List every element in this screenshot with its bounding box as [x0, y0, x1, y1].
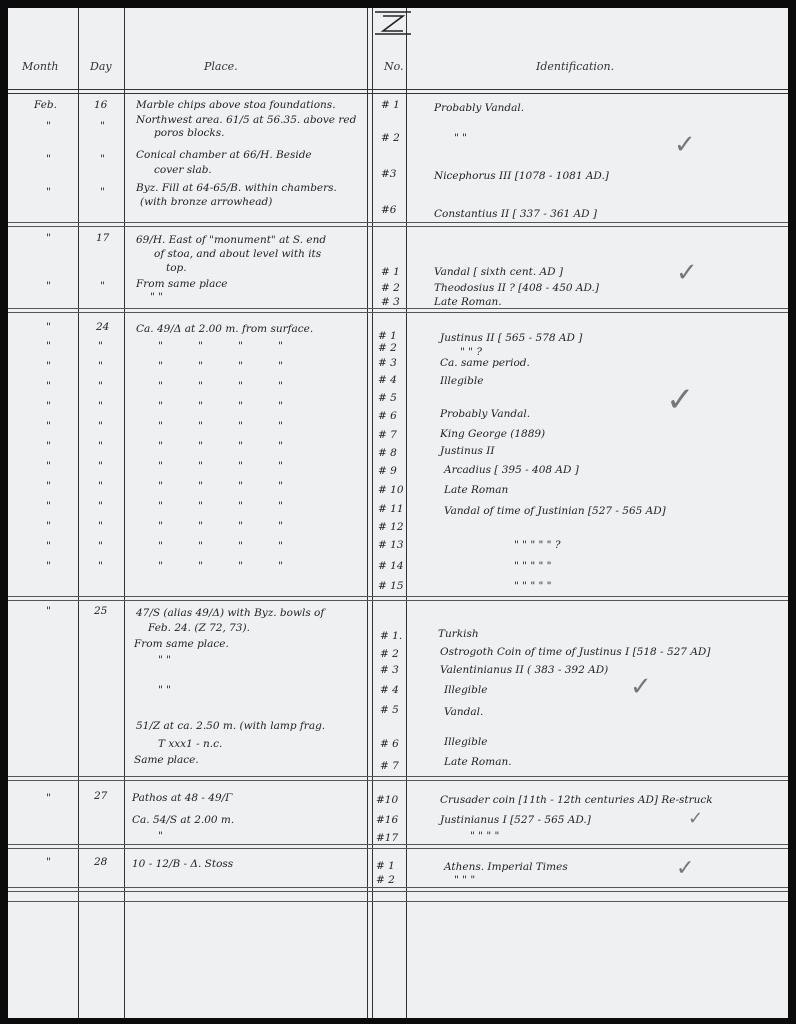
- ditto-mark: ": [98, 400, 103, 412]
- column-rule-place: [367, 8, 368, 1018]
- month-cell: ": [46, 605, 51, 617]
- item-number: # 2: [381, 132, 400, 144]
- item-number: #16: [376, 814, 399, 826]
- identification-text: Illegible: [440, 375, 484, 387]
- item-number: # 6: [378, 410, 397, 422]
- place-line: Pathos at 48 - 49/Γ: [132, 792, 233, 804]
- ditto-mark: ": [278, 400, 283, 412]
- ditto-mark: ": [46, 186, 51, 198]
- item-number: # 1.: [380, 630, 403, 642]
- ditto-mark: ": [158, 380, 163, 392]
- month-cell: ": [46, 321, 51, 333]
- day-cell: 24: [96, 321, 110, 333]
- ditto-mark: ": [98, 500, 103, 512]
- ditto-mark: ": [98, 440, 103, 452]
- item-number: # 3: [381, 296, 400, 308]
- check-mark-icon: ✓: [688, 808, 704, 829]
- check-mark-icon: ✓: [676, 258, 698, 288]
- identification-text: " " ": [454, 874, 476, 886]
- ditto-mark: ": [100, 120, 105, 132]
- item-number: # 1: [381, 99, 400, 111]
- row-rule: [8, 901, 788, 902]
- ledger-sheet: [8, 8, 788, 1018]
- identification-text: Nicephorus III [1078 - 1081 AD.]: [434, 170, 609, 182]
- identification-text: Vandal.: [444, 706, 484, 718]
- ditto-mark: ": [278, 420, 283, 432]
- ditto-mark: ": [46, 460, 51, 472]
- identification-text: Justinus II: [440, 445, 495, 457]
- place-line: T xxx1 - n.c.: [158, 738, 223, 750]
- identification-text: Athens. Imperial Times: [444, 861, 568, 873]
- identification-text: Vandal of time of Justinian [527 - 565 AD]: [444, 505, 666, 517]
- ditto-mark: ": [278, 540, 283, 552]
- ditto-mark: ": [198, 520, 203, 532]
- item-number: # 1: [376, 860, 395, 872]
- ditto-mark: ": [158, 340, 163, 352]
- row-rule: [8, 596, 788, 597]
- ditto-mark: ": [100, 280, 105, 292]
- ditto-mark: ": [158, 360, 163, 372]
- identification-text: King George (1889): [440, 428, 546, 440]
- identification-text: " " " " ": [514, 580, 552, 592]
- ditto-mark: ": [198, 480, 203, 492]
- item-number: # 4: [378, 374, 397, 386]
- place-line: 69/H. East of "monument" at S. end: [136, 234, 327, 246]
- identification-text: Theodosius II ? [408 - 450 AD.]: [434, 282, 599, 294]
- ditto-mark: ": [198, 400, 203, 412]
- item-number: # 3: [380, 664, 399, 676]
- item-number: # 11: [378, 503, 404, 515]
- item-number: # 1: [378, 330, 397, 342]
- ditto-mark: ": [46, 360, 51, 372]
- ditto-mark: ": [46, 120, 51, 132]
- ditto-mark: ": [98, 480, 103, 492]
- ditto-mark: ": [98, 540, 103, 552]
- header-day: Day: [90, 60, 112, 73]
- day-cell: 27: [94, 790, 108, 802]
- place-line: (with bronze arrowhead): [140, 196, 273, 208]
- place-line: Conical chamber at 66/H. Beside: [136, 149, 312, 161]
- identification-text: Probably Vandal.: [434, 102, 525, 114]
- identification-text: " " " " ": [514, 560, 552, 572]
- place-line: From same place: [136, 278, 228, 290]
- ditto-mark: ": [278, 460, 283, 472]
- ditto-mark: ": [278, 340, 283, 352]
- identification-text: Justinianus I [527 - 565 AD.]: [440, 814, 591, 826]
- column-rule-month: [78, 8, 79, 1018]
- column-rule-day: [124, 8, 125, 1018]
- item-number: # 13: [378, 539, 404, 551]
- ditto-mark: ": [98, 560, 103, 572]
- item-number: # 6: [380, 738, 399, 750]
- ditto-mark: ": [198, 460, 203, 472]
- identification-text: " " " ": [470, 830, 500, 842]
- row-rule: [8, 776, 788, 777]
- place-line: poros blocks.: [154, 127, 225, 139]
- ditto-mark: ": [158, 440, 163, 452]
- header-rule-double: [8, 93, 788, 94]
- ditto-mark: ": [238, 460, 243, 472]
- ditto-mark: ": [46, 480, 51, 492]
- identification-text: Turkish: [438, 628, 479, 640]
- ditto-mark: ": [238, 540, 243, 552]
- column-rule-no: [406, 8, 407, 1018]
- row-rule: [8, 887, 788, 888]
- place-line: Ca. 54/S at 2.00 m.: [132, 814, 235, 826]
- ditto-mark: ": [46, 153, 51, 165]
- place-line: Byz. Fill at 64-65/B. within chambers.: [136, 182, 337, 194]
- item-number: # 2: [378, 342, 397, 354]
- identification-text: Illegible: [444, 736, 488, 748]
- identification-text: Late Roman.: [444, 756, 512, 768]
- month-cell: ": [46, 792, 51, 804]
- ditto-mark: ": [46, 420, 51, 432]
- header-place: Place.: [204, 60, 238, 73]
- ditto-mark: ": [98, 420, 103, 432]
- identification-text: Arcadius [ 395 - 408 AD ]: [444, 464, 579, 476]
- check-mark-icon: ✓: [666, 380, 695, 420]
- ditto-mark: ": [46, 380, 51, 392]
- month-cell: ": [46, 856, 51, 868]
- identification-text: Justinus II [ 565 - 578 AD ]: [440, 332, 583, 344]
- ditto-mark: ": [158, 520, 163, 532]
- row-rule: [8, 600, 788, 601]
- place-line: ": [158, 830, 163, 842]
- ditto-mark: ": [158, 460, 163, 472]
- row-rule: [8, 312, 788, 313]
- place-line: Marble chips above stoa foundations.: [136, 99, 336, 111]
- ditto-mark: ": [198, 360, 203, 372]
- page-mark: [375, 10, 411, 36]
- item-number: # 4: [380, 684, 399, 696]
- ditto-mark: ": [278, 440, 283, 452]
- ditto-mark: ": [158, 540, 163, 552]
- item-number: # 8: [378, 447, 397, 459]
- day-cell: 17: [96, 232, 110, 244]
- ditto-mark: ": [98, 520, 103, 532]
- identification-text: Probably Vandal.: [440, 408, 531, 420]
- row-rule: [8, 780, 788, 781]
- ditto-mark: ": [238, 400, 243, 412]
- ditto-mark: ": [198, 500, 203, 512]
- month-cell: Feb.: [34, 99, 57, 111]
- identification-text: " " ?: [460, 346, 482, 358]
- place-line: Same place.: [134, 754, 199, 766]
- ditto-mark: ": [238, 520, 243, 532]
- ditto-mark: ": [238, 440, 243, 452]
- item-number: # 5: [378, 392, 397, 404]
- item-number: # 3: [378, 357, 397, 369]
- check-mark-icon: ✓: [676, 856, 695, 881]
- place-line: cover slab.: [154, 164, 212, 176]
- ditto-mark: ": [98, 340, 103, 352]
- ditto-mark: ": [46, 400, 51, 412]
- ditto-mark: ": [158, 480, 163, 492]
- ditto-mark: ": [238, 420, 243, 432]
- ditto-mark: ": [46, 560, 51, 572]
- item-number: # 2: [376, 874, 395, 886]
- identification-text: " ": [454, 132, 467, 144]
- ditto-mark: ": [46, 520, 51, 532]
- place-line: From same place.: [134, 638, 229, 650]
- ditto-mark: ": [46, 500, 51, 512]
- item-number: # 2: [381, 282, 400, 294]
- day-cell: 16: [94, 99, 108, 111]
- ditto-mark: ": [278, 380, 283, 392]
- ditto-mark: ": [158, 420, 163, 432]
- ditto-mark: ": [98, 380, 103, 392]
- ditto-mark: ": [198, 540, 203, 552]
- item-number: #10: [376, 794, 399, 806]
- ditto-mark: ": [278, 360, 283, 372]
- place-line: " ": [150, 291, 163, 303]
- ditto-mark: ": [198, 420, 203, 432]
- ditto-mark: ": [198, 560, 203, 572]
- ditto-mark: ": [238, 340, 243, 352]
- item-number: #17: [376, 832, 399, 844]
- month-cell: ": [46, 232, 51, 244]
- place-line: " ": [158, 684, 171, 696]
- item-number: #3: [381, 168, 397, 180]
- identification-text: Ostrogoth Coin of time of Justinus I [518 - 527 AD]: [440, 646, 711, 658]
- ditto-mark: ": [238, 560, 243, 572]
- row-rule: [8, 848, 788, 849]
- identification-text: Crusader coin [11th - 12th centuries AD] Re-struck: [440, 794, 713, 806]
- place-line: of stoa, and about level with its: [154, 248, 322, 260]
- identification-text: Late Roman.: [434, 296, 502, 308]
- place-line: 10 - 12/B - Δ. Stoss: [132, 858, 234, 870]
- item-number: # 15: [378, 580, 404, 592]
- item-number: # 12: [378, 521, 404, 533]
- identification-text: Late Roman: [444, 484, 509, 496]
- place-line: 47/S (alias 49/Δ) with Byz. bowls of: [136, 607, 325, 619]
- ditto-mark: ": [198, 380, 203, 392]
- item-number: # 9: [378, 465, 397, 477]
- row-rule: [8, 222, 788, 223]
- ditto-mark: ": [198, 340, 203, 352]
- ditto-mark: ": [98, 360, 103, 372]
- ditto-mark: ": [238, 500, 243, 512]
- item-number: # 10: [378, 484, 404, 496]
- ditto-mark: ": [198, 440, 203, 452]
- item-number: # 7: [380, 760, 399, 772]
- ditto-mark: ": [46, 340, 51, 352]
- identification-text: " " " " " ?: [514, 539, 561, 551]
- ditto-mark: ": [278, 520, 283, 532]
- row-rule: [8, 226, 788, 227]
- item-number: # 14: [378, 560, 404, 572]
- header-no: No.: [384, 60, 404, 73]
- ditto-mark: ": [238, 360, 243, 372]
- header-identification: Identification.: [536, 60, 615, 73]
- ditto-mark: ": [46, 440, 51, 452]
- ditto-mark: ": [278, 560, 283, 572]
- check-mark-icon: ✓: [630, 672, 652, 702]
- identification-text: Vandal [ sixth cent. AD ]: [434, 266, 563, 278]
- ditto-mark: ": [46, 540, 51, 552]
- item-number: # 5: [380, 704, 399, 716]
- check-mark-icon: ✓: [674, 130, 696, 160]
- place-line: Ca. 49/Δ at 2.00 m. from surface.: [136, 323, 314, 335]
- place-line: top.: [166, 262, 187, 274]
- identification-text: Constantius II [ 337 - 361 AD ]: [434, 208, 597, 220]
- header-rule: [8, 89, 788, 90]
- item-number: #6: [381, 204, 397, 216]
- ditto-mark: ": [46, 280, 51, 292]
- ditto-mark: ": [238, 480, 243, 492]
- identification-text: Ca. same period.: [440, 357, 530, 369]
- ditto-mark: ": [100, 153, 105, 165]
- item-number: # 2: [380, 648, 399, 660]
- ditto-mark: ": [158, 400, 163, 412]
- day-cell: 25: [94, 605, 108, 617]
- item-number: # 1: [381, 266, 400, 278]
- place-line: 51/Z at ca. 2.50 m. (with lamp frag.: [136, 720, 326, 732]
- place-line: " ": [158, 654, 171, 666]
- ditto-mark: ": [238, 380, 243, 392]
- item-number: # 7: [378, 429, 397, 441]
- day-cell: 28: [94, 856, 108, 868]
- ditto-mark: ": [100, 186, 105, 198]
- ditto-mark: ": [278, 480, 283, 492]
- place-line: Feb. 24. (Z 72, 73).: [148, 622, 250, 634]
- ditto-mark: ": [278, 500, 283, 512]
- header-month: Month: [22, 60, 59, 73]
- column-rule-place-double: [372, 8, 373, 1018]
- identification-text: Illegible: [444, 684, 488, 696]
- place-line: Northwest area. 61/5 at 56.35. above red: [136, 114, 357, 126]
- identification-text: Valentinianus II ( 383 - 392 AD): [440, 664, 609, 676]
- ditto-mark: ": [158, 500, 163, 512]
- row-rule: [8, 891, 788, 892]
- ditto-mark: ": [158, 560, 163, 572]
- ditto-mark: ": [98, 460, 103, 472]
